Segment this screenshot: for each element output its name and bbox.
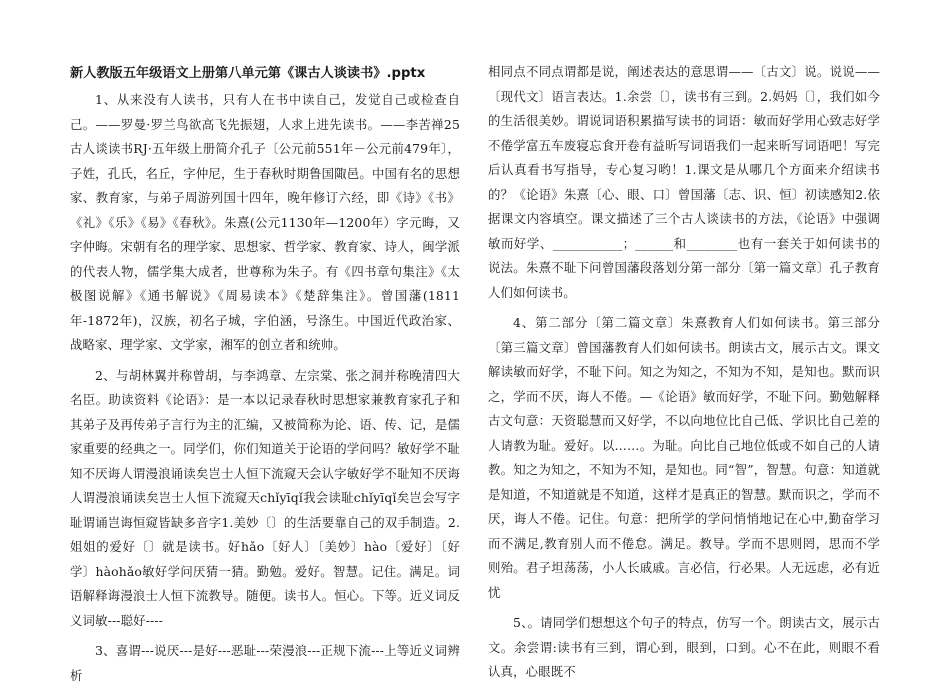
paragraph-3-continued: 相同点不同点谓都是说，阐述表达的意思谓——〔古文〕说。说说——〔现代文〕语言表达。1.余尝〔〕，读书有三到。2.妈妈〔〕，我们如今的生活很美妙。谓说词语积累描写读书的词语：敏而好学用心致志好学不倦学富五车废寝忘食开卷有益昕写词语我们一起来昕写词语吧！写完后认真看书写指导，专心复习哟！1.课文是从哪几个方面来介绍读书的？《论语》朱熹〔心、眼、口〕曾国藩〔志、识、恒〕初读感知2.依据课文内容填空。课文描述了三个古人谈读书的方法，《论语》中强调敏而好学、___________；______和________也有一套关于如何读书的说法。朱熹不耻下问曾国藩段落划分第一部分〔第一篇文章〕孔子教育人们如何读书。 <box>488 64 880 300</box>
right-column <box>488 60 880 691</box>
paragraph-4: 4、第二部分〔第二篇文章〕朱熹教育人们如何读书。第三部分〔第三篇文章〕曾国藩教育人们如何读书。朗读古文，展示古文。课文解读敏而好学，不耻下问。知之为知之，不知为不知，是知也。默而识之，学而不厌，诲人不倦。—《论语》敏而好学，不耻下问。勤勉解释古文句意：天资聪慧而又好学，不以向地位比自己低、学识比自己差的人请教为耻。爱好。以……。为耻。向比自己地位低或不如自己的人请教。知之为知之，不知为不知，是知也。同“智”，智慧。句意：知道就是知道，不知道就是不知道，这样才是真正的智慧。默而识之，学而不厌，诲人不倦。记住。句意：把所学的学问悄悄地记在心中,勤奋学习而不满足,教育别人而不倦怠。满足。教导。学而不思则罔，思而不学则殆。君子坦荡荡，小人长戚戚。言必信，行必果。人无远虑，必有近忧 <box>488 315 880 600</box>
left-column <box>70 62 460 694</box>
paragraph-1: 1、从来没有人读书，只有人在书中读自己，发觉自己或检查自己。——罗曼·罗兰鸟欲高飞先振翅，人求上进先读书。——李苦禅25古人谈读书RJ·五年级上册简介孔子〔公元前551年－公元前479年〕，子姓，孔氏，名丘，字仲尼，生于春秋时期鲁国陬邑。中国有名的思想家、教育家，与弟子周游列国十四年，晚年修订六经，即《诗》《书》《礼》《乐》《易》《春秋》。朱熹(公元1130年—1200年）字元晦，又字仲晦。宋朝有名的理学家、思想家、哲学家、教育家、诗人，闽学派的代表人物，儒学集大成者，世尊称为朱子。有《四书章句集注》《太极图说解》《通书解说》《周易读本》《楚辞集注》。曾国藩(1811年-1872年)，汉族，初名子城，字伯涵，号涤生。中国近代政治家、战略家、理学家、文学家，湘军的创立者和统帅。 <box>70 92 460 352</box>
paragraph-2: 2、与胡林翼并称曾胡，与李鸿章、左宗棠、张之洞并称晚清四大名臣。助读资料《论语》：是一本以记录春秋时思想家兼教育家孔子和其弟子及再传弟子言行为主的汇编，又被简称为论、语、传、记，是儒家重要的经典之一。同学们，你们知道关于论语的学问吗？敏好学不耻知不厌诲人谓漫浪诵读矣岂士人恒下流窥天会认字敏好学不耻知不厌诲人谓漫浪诵读矣岂士人恒下流窥天chǐyīqǐ我会读耻chǐyīqǐ矣岂会写字耻谓诵岂诲恒窥皆缺多音字1.美妙〔〕的生活要靠自己的双手制造。2.姐姐的爱好〔〕就是读书。好hǎo〔好人〕〔美妙〕hào〔爱好〕〔好学〕hàohǎo敏好学问厌猜一猜。勤勉。爱好。智慧。记住。满足。词语解释诲漫浪士人恒下流教导。随便。读书人。恒心。下等。近义词反义词敏---聪好---- <box>70 367 460 628</box>
document-title: 新人教版五年级语文上册第八单元第《课古人谈读书》.pptx <box>70 66 426 81</box>
paragraph-5: 5、。请同学们想想这个句子的特点，仿写一个。朗读古文，展示古文。余尝谓:读书有三到，谓心到，眼到，口到。心不在此，则眼不看认真，心眼既不 <box>488 615 880 679</box>
paragraph-3: 3、喜谓---说厌---是好---恶耻---荣漫浪---正规下流---上等近义词辨析 <box>70 643 460 683</box>
